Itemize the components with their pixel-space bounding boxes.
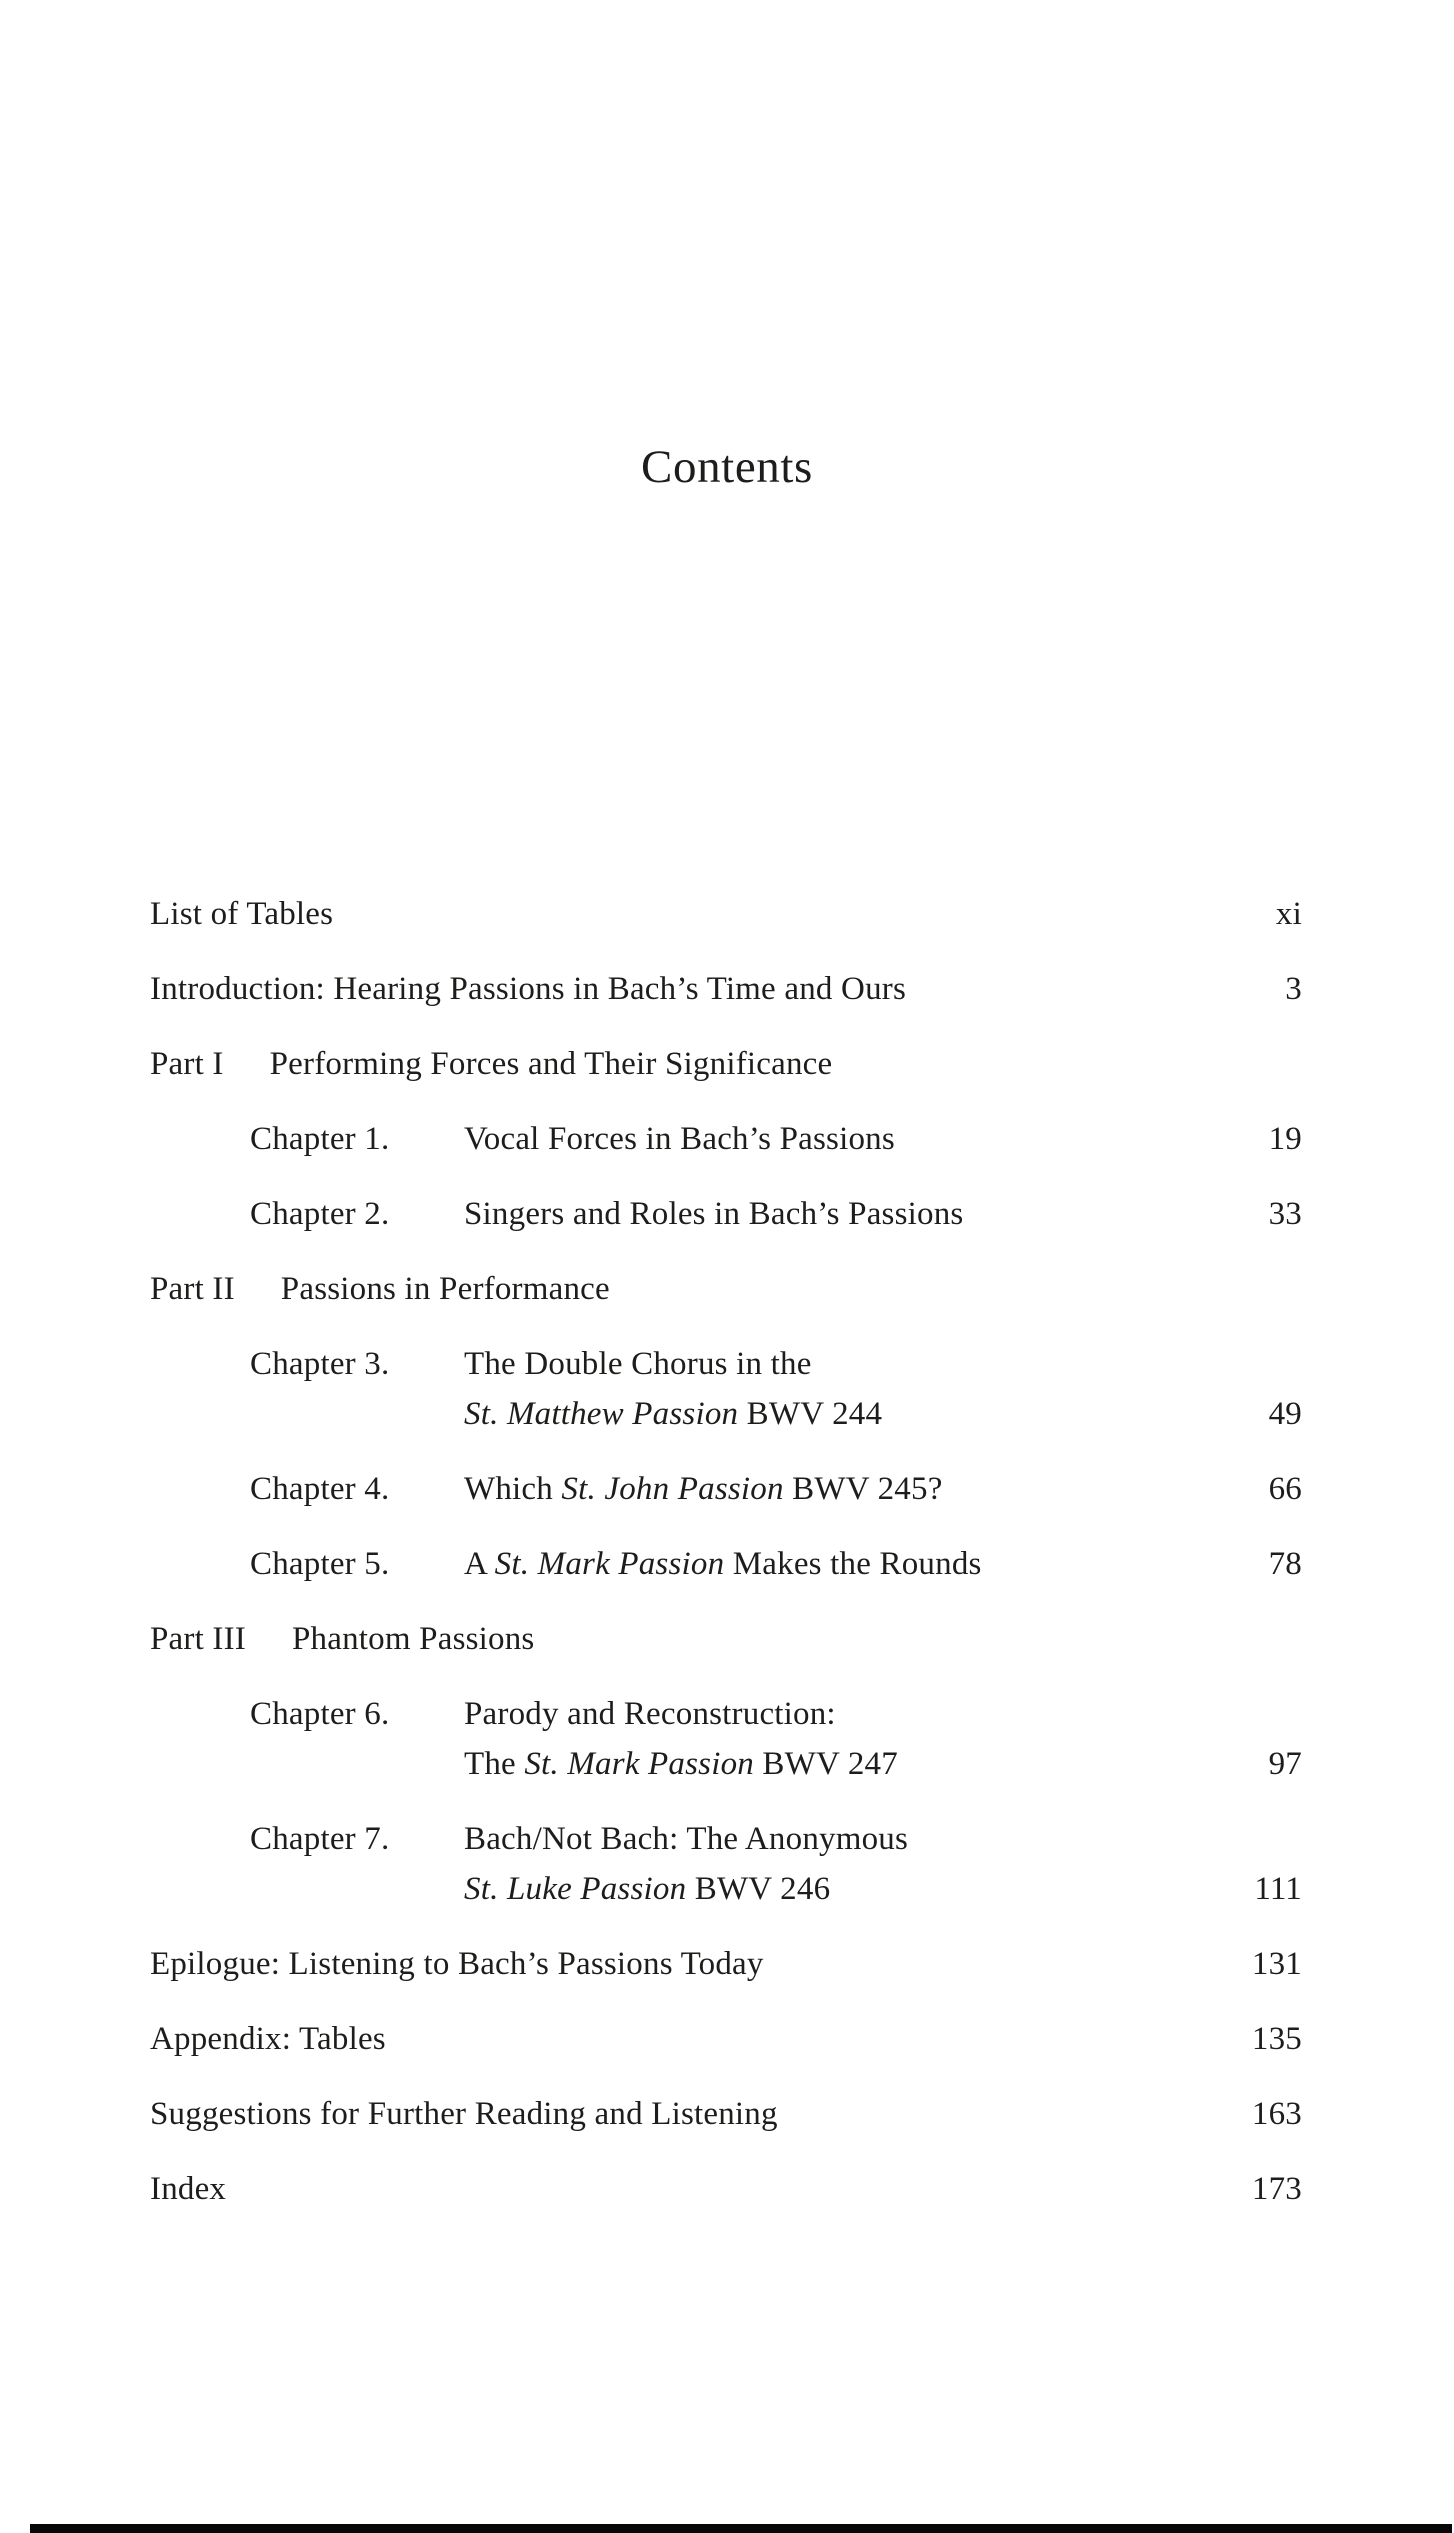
work-title-italic: St. Mark Passion (524, 1746, 754, 1782)
toc-part-3 (150, 1614, 1302, 1664)
chapter-title: Which St. John Passion BWV 245? (464, 1471, 943, 1507)
chapter-number: Chapter 6. (250, 1696, 390, 1732)
work-title-italic: St. Mark Passion (494, 1546, 725, 1582)
entry-page-number: 49 (1268, 1396, 1302, 1432)
entry-page-number: 97 (1268, 1746, 1302, 1782)
part-title: Phantom Passions (291, 1621, 535, 1657)
part-number: Part III (150, 1621, 246, 1657)
part-number: Part II (150, 1271, 235, 1307)
page-title: Contents (641, 441, 813, 493)
chapter-number: Chapter 5. (250, 1546, 390, 1582)
work-title-italic: St. Matthew Passion (464, 1396, 739, 1432)
entry-page-number: 19 (1268, 1121, 1302, 1157)
toc-part-2 (150, 1264, 1302, 1314)
toc-chapter-5 (150, 1539, 1302, 1589)
chapter-title-line-2: St. Luke Passion BWV 246 (464, 1871, 831, 1907)
chapter-title-line-2: St. Matthew Passion BWV 244 (464, 1396, 883, 1432)
entry-page-number: 131 (1251, 1946, 1302, 1982)
chapter-title: A St. Mark Passion Makes the Rounds (464, 1546, 982, 1582)
scan-edge-artifact (30, 2524, 1452, 2533)
chapter-number: Chapter 2. (250, 1196, 390, 1232)
chapter-title (464, 1814, 1232, 1914)
entry-label: Epilogue: Listening to Bach’s Passions Today (150, 1946, 764, 1982)
chapter-title: Vocal Forces in Bach’s Passions (464, 1121, 895, 1157)
chapter-number: Chapter 7. (250, 1821, 390, 1857)
toc-chapter-4 (150, 1464, 1302, 1514)
entry-page-number: 173 (1251, 2171, 1302, 2207)
toc-chapter-7 (150, 1814, 1302, 1914)
entry-label: Introduction: Hearing Passions in Bach’s Time and Ours (150, 971, 907, 1007)
entry-label: Index (150, 2171, 227, 2207)
toc-chapter-6 (150, 1689, 1302, 1789)
work-title-italic: St. Luke Passion (464, 1871, 687, 1907)
chapter-title (464, 1689, 1232, 1789)
entry-page-number: xi (1275, 896, 1302, 932)
chapter-title-line-1: Bach/Not Bach: The Anonymous (464, 1821, 909, 1857)
entry-label: List of Tables (150, 896, 334, 932)
chapter-title (464, 1339, 1232, 1439)
part-number: Part I (150, 1046, 224, 1082)
toc-part-1 (150, 1039, 1302, 1089)
toc-entry-epilogue (150, 1939, 1302, 1989)
part-title: Passions in Performance (280, 1271, 610, 1307)
toc-entry-suggestions (150, 2089, 1302, 2139)
toc-entry-introduction (150, 964, 1302, 1014)
chapter-number: Chapter 3. (250, 1346, 390, 1382)
entry-page-number: 3 (1285, 971, 1302, 1007)
entry-label: Appendix: Tables (150, 2021, 386, 2057)
table-of-contents (0, 889, 1454, 2214)
chapter-number: Chapter 4. (250, 1471, 390, 1507)
toc-chapter-1 (150, 1114, 1302, 1164)
entry-page-number: 111 (1254, 1871, 1302, 1907)
chapter-title: Singers and Roles in Bach’s Passions (464, 1196, 964, 1232)
chapter-title-line-2: The St. Mark Passion BWV 247 (464, 1746, 898, 1782)
chapter-title-line-1: Parody and Reconstruction: (464, 1696, 836, 1732)
toc-entry-appendix (150, 2014, 1302, 2064)
toc-chapter-3 (150, 1339, 1302, 1439)
entry-page-number: 78 (1268, 1546, 1302, 1582)
chapter-title-line-1: The Double Chorus in the (464, 1346, 812, 1382)
work-title-italic: St. John Passion (561, 1471, 784, 1507)
chapter-number: Chapter 1. (250, 1121, 390, 1157)
toc-chapter-2 (150, 1189, 1302, 1239)
part-title: Performing Forces and Their Significance (269, 1046, 833, 1082)
entry-page-number: 163 (1251, 2096, 1302, 2132)
entry-label: Suggestions for Further Reading and Listening (150, 2096, 778, 2132)
entry-page-number: 33 (1268, 1196, 1302, 1232)
toc-entry-list-of-tables (150, 889, 1302, 939)
entry-page-number: 66 (1268, 1471, 1302, 1507)
toc-entry-index (150, 2164, 1302, 2214)
entry-page-number: 135 (1251, 2021, 1302, 2057)
